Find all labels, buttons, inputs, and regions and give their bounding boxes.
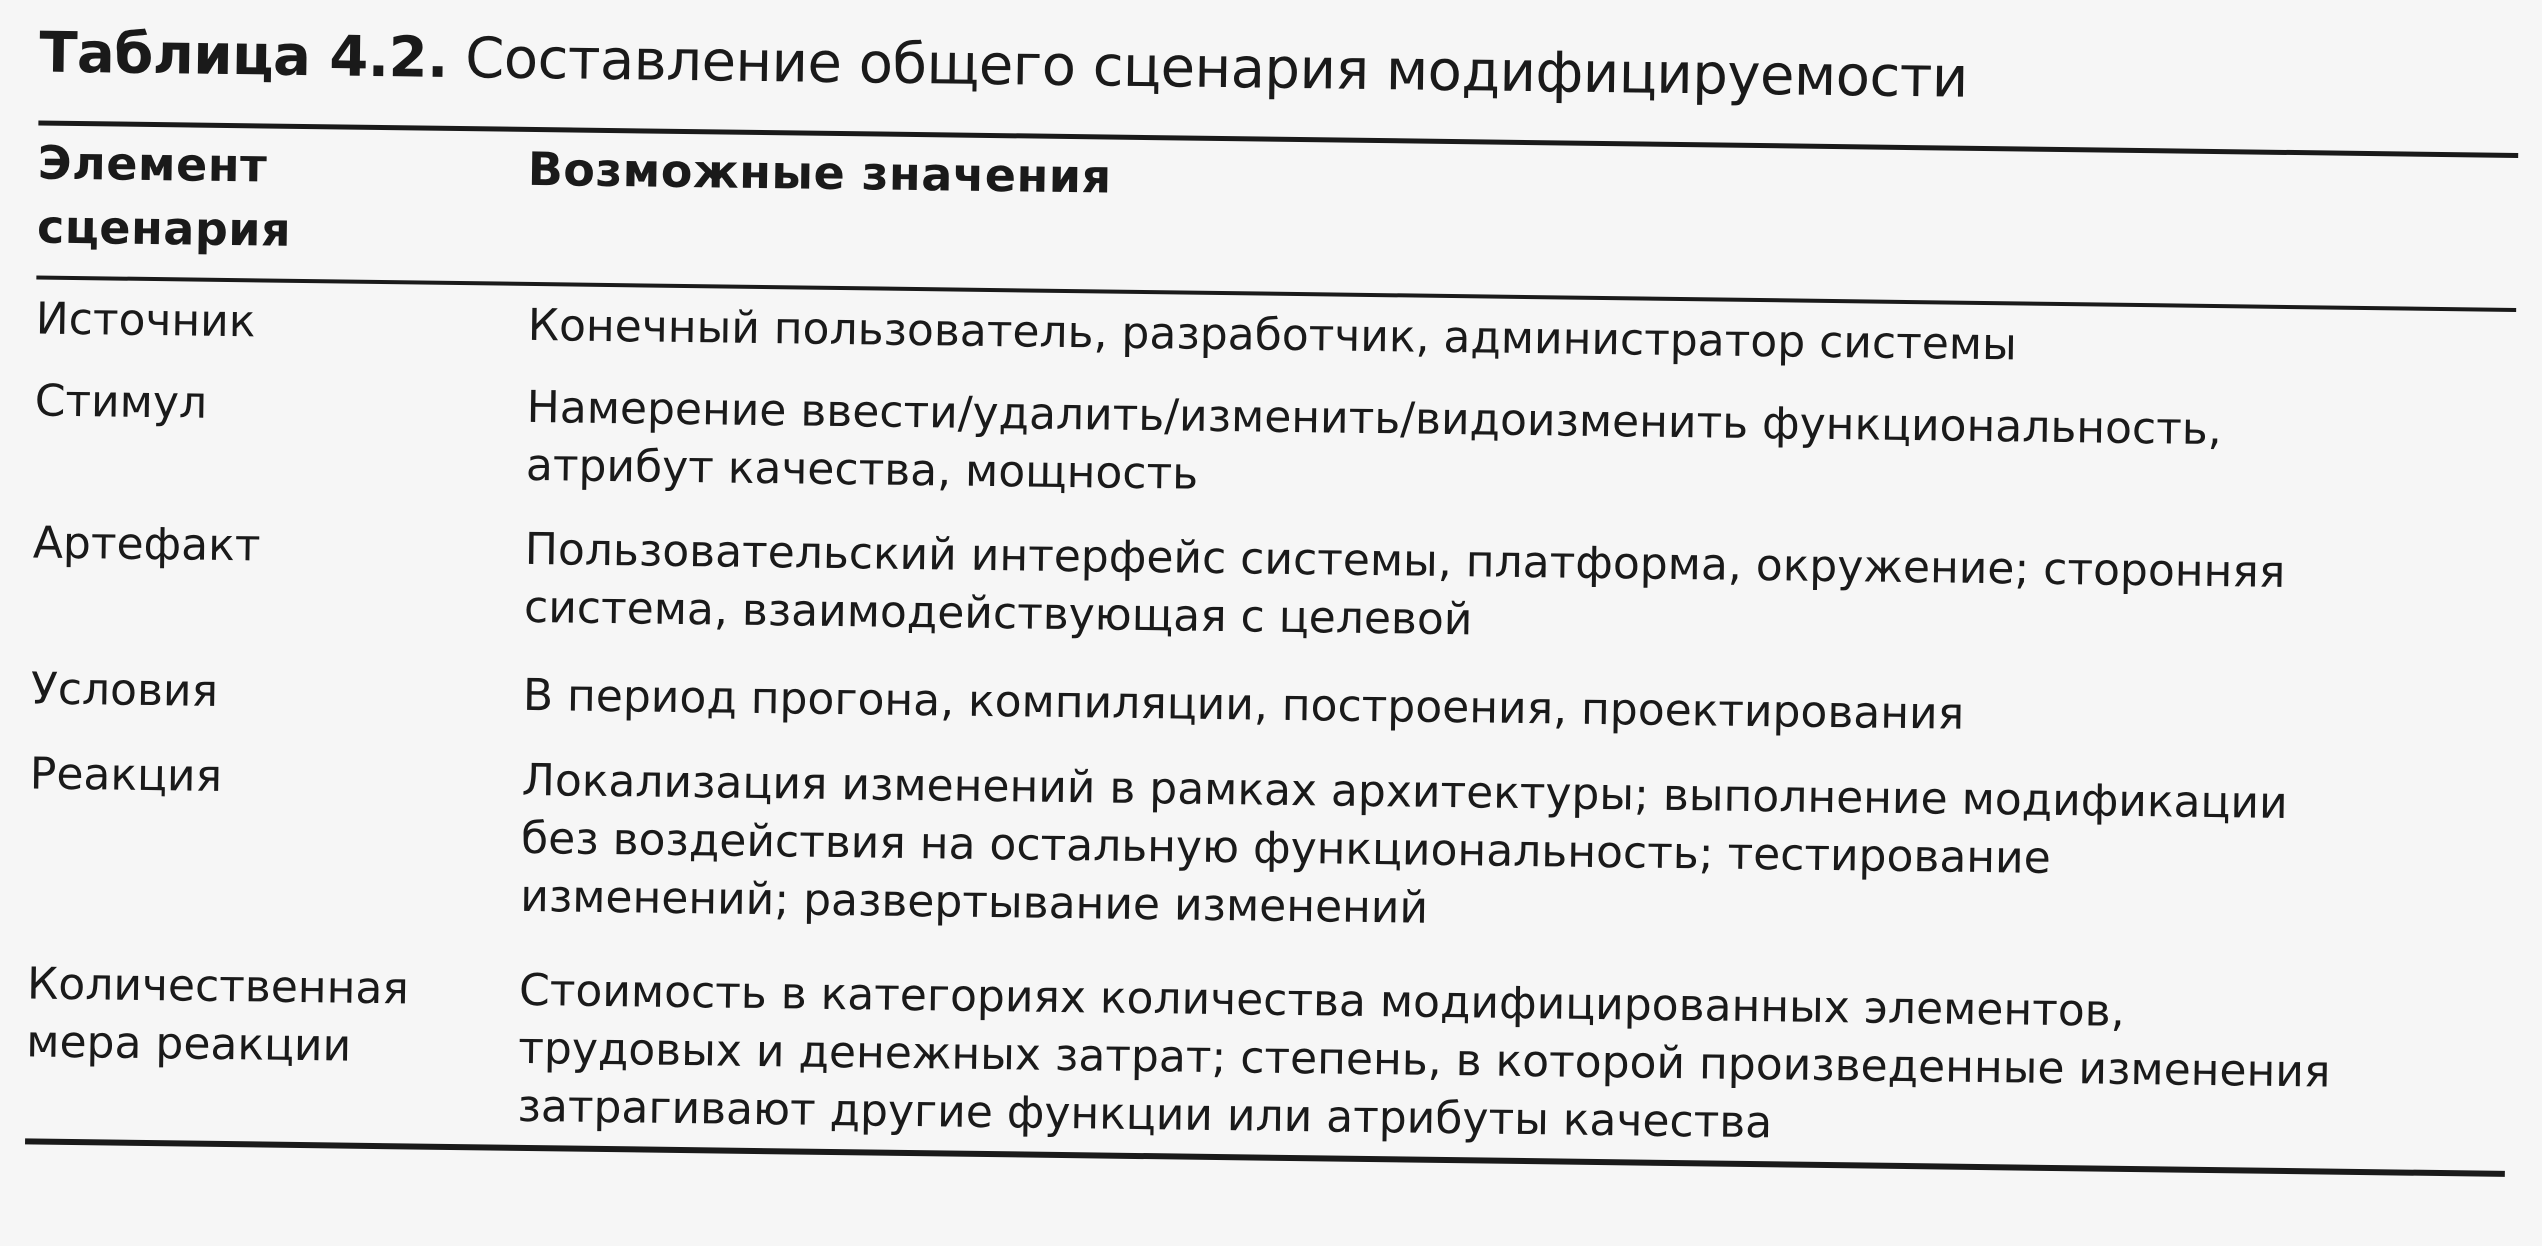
value-line: В период прогона, компиляции, построения, проектирования xyxy=(522,669,1965,740)
caption-label: Таблица 4.2. xyxy=(38,20,449,91)
row-values xyxy=(520,752,2512,952)
value-line: Конечный пользователь, разработчик, администратор системы xyxy=(527,299,2018,371)
row-element: Артефакт xyxy=(32,517,261,572)
row-values xyxy=(526,379,2517,521)
table-row xyxy=(32,514,2513,646)
column-header-element: Элемент сценария xyxy=(36,135,292,257)
value-line: система, взаимодействующая с целевой xyxy=(523,581,1473,646)
row-element: Условия xyxy=(30,663,219,717)
row-element: Источник xyxy=(35,293,256,348)
value-line: трудовых и денежных затрат; степень, в которой произведенные изменения xyxy=(517,1022,2331,1098)
table-row xyxy=(29,745,2510,934)
caption-title: Составление общего сценария модифицируемости xyxy=(464,26,1969,111)
row-element: Реакция xyxy=(29,748,223,802)
column-header-values: Возможные значения xyxy=(527,141,1112,204)
row-element: Количественная мера реакции xyxy=(26,958,410,1072)
value-line: Пользовательский интерфейс системы, платформа, окружение; сторонняя xyxy=(524,523,2286,598)
row-values xyxy=(524,521,2515,663)
value-line: без воздействия на остальную функциональность; тестирование xyxy=(520,812,2052,884)
value-line: атрибут качества, мощность xyxy=(525,439,1199,500)
value-line: затрагивают другие функции или атрибуты качества xyxy=(517,1080,1773,1149)
table-row xyxy=(26,955,2507,1149)
table-row xyxy=(34,372,2515,500)
row-values xyxy=(527,297,2518,381)
value-line: Стоимость в категориях количества модифицированных элементов, xyxy=(518,964,2125,1037)
value-line: Намерение ввести/удалить/изменить/видоизменить функциональность, xyxy=(526,381,2223,456)
row-values xyxy=(517,962,2509,1162)
value-line: Локализация изменений в рамках архитектуры; выполнение модификации xyxy=(521,754,2288,830)
row-element: Стимул xyxy=(34,375,208,429)
table-row xyxy=(30,660,2511,740)
table-caption xyxy=(39,19,1968,114)
value-line: изменений; развертывание изменений xyxy=(519,870,1429,934)
row-values xyxy=(523,667,2514,751)
